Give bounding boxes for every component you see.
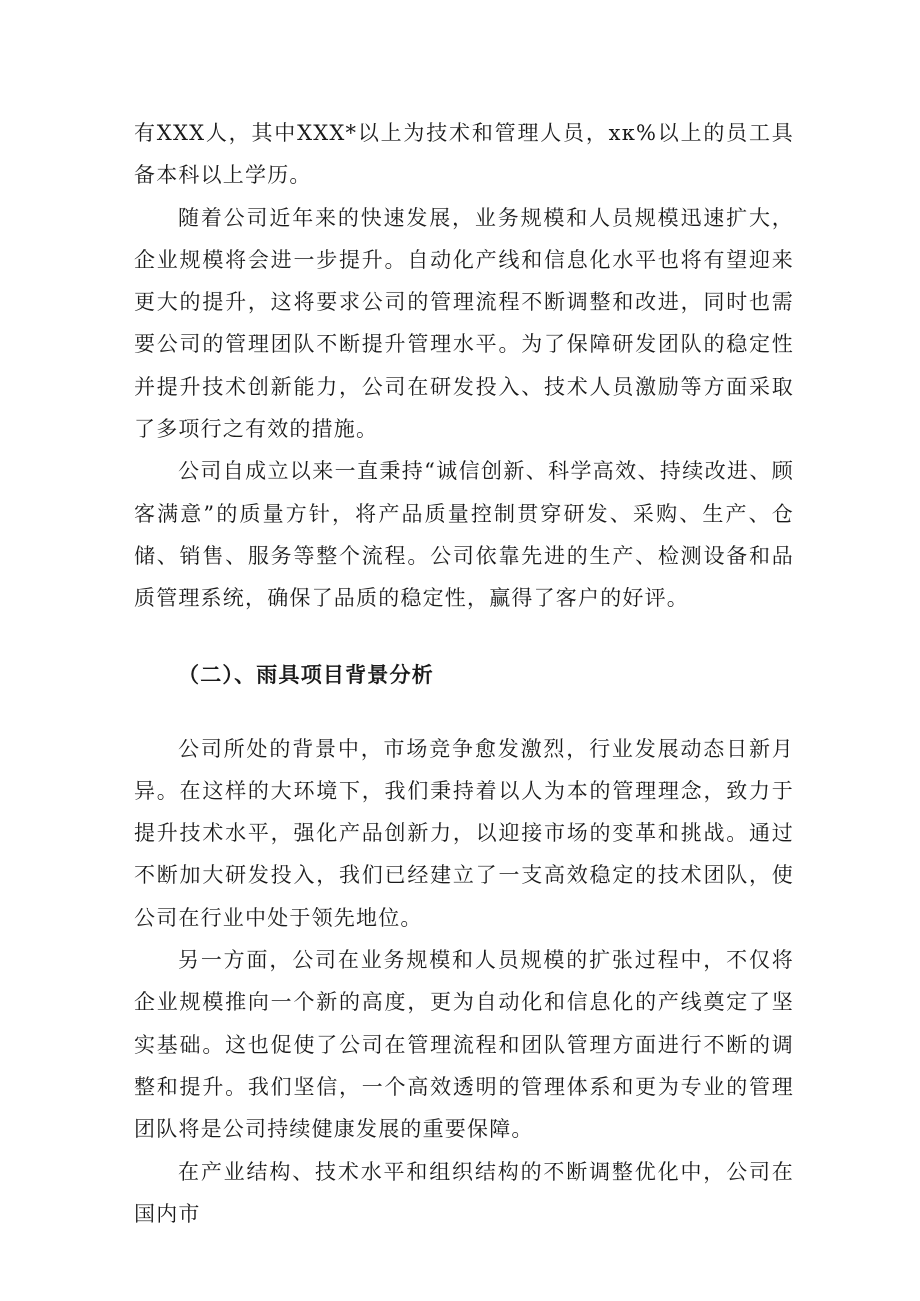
- paragraph-market-background: 公司所处的背景中，市场竞争愈发激烈，行业发展动态日新月异。在这样的大环境下，我们秉持着以人为本的管理理念，致力于提升技术水平，强化产品创新力，以迎接市场的变革和挑战。通过不断加大研发投入，我们已经建立了一支高效稳定的技术团队，使公司在行业中处于领先地位。: [134, 736, 794, 930]
- paragraph-company-growth: 随着公司近年来的快速发展，业务规模和人员规模迅速扩大，企业规模将会进一步提升。自动化产线和信息化水平也将有望迎来更大的提升，这将要求公司的管理流程不断调整和改进，同时也需要公司的管理团队不断提升管理水平。为了保障研发团队的稳定性并提升技术创新能力，公司在研发投入、技术人员激励等方面采取了多项行之有效的措施。: [134, 205, 794, 442]
- paragraph-expansion: 另一方面，公司在业务规模和人员规模的扩张过程中，不仅将企业规模推向一个新的高度，更为自动化和信息化的产线奠定了坚实基础。这也促使了公司在管理流程和团队管理方面进行不断的调整和提升。我们坚信，一个高效透明的管理体系和更为专业的管理团队将是公司持续健康发展的重要保障。: [134, 948, 794, 1142]
- paragraph-quality-policy: 公司自成立以来一直秉持“诚信创新、科学高效、持续改进、顾客满意”的质量方针，将产品质量控制贯穿研发、采购、生产、仓储、销售、服务等整个流程。公司依靠先进的生产、检测设备和品质管理系统，确保了品质的稳定性，赢得了客户的好评。: [134, 459, 794, 611]
- paragraph-staff-education: 有XXX人，其中XXX*以上为技术和管理人员，xκ%以上的员工具备本科以上学历。: [134, 121, 794, 188]
- section-heading: （二）、雨具项目背景分析: [178, 661, 434, 687]
- paragraph-structure-optimization: 在产业结构、技术水平和组织结构的不断调整优化中，公司在国内市: [134, 1159, 794, 1226]
- document-page: [134, 112, 794, 1235]
